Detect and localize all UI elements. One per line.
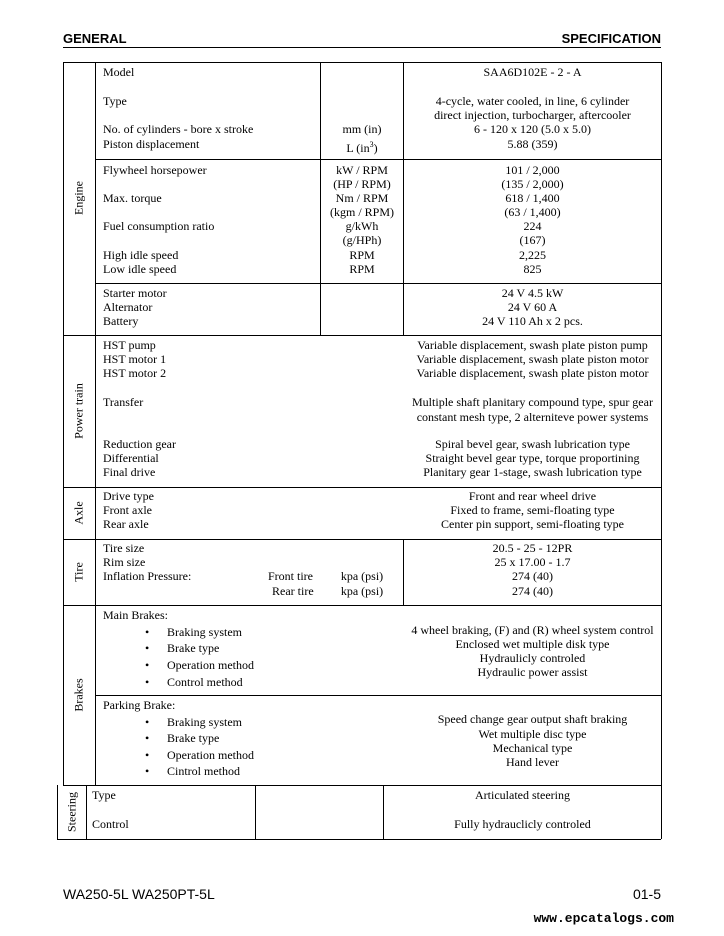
spec-label: Braking system (167, 625, 242, 639)
spec-label: Model (103, 65, 135, 79)
spec-label: Type (92, 788, 116, 802)
spec-label: Starter motor (103, 286, 167, 300)
section-label-steering: Steering (64, 792, 79, 832)
spec-unit: (HP / RPM) (333, 177, 391, 191)
section-heading-general: GENERAL (63, 31, 127, 46)
spec-value: Multiple shaft planitary compound type, spur gear (412, 395, 653, 409)
spec-value: 20.5 - 25 - 12PR (492, 541, 573, 555)
spec-value: 4-cycle, water cooled, in line, 6 cylinder (435, 94, 630, 108)
spec-label: Inflation Pressure: (103, 569, 192, 583)
bullet: • (145, 748, 150, 762)
spec-sublabel: Rear tire (272, 584, 314, 598)
spec-unit: Nm / RPM (335, 191, 389, 205)
section-divider (63, 487, 661, 488)
table-top-border (63, 62, 661, 63)
spec-value: 24 V 110 Ah x 2 pcs. (482, 314, 583, 328)
section-label-tire: Tire (71, 562, 86, 582)
steering-left-border (57, 785, 58, 839)
spec-unit: kpa (psi) (340, 584, 384, 598)
spec-unit: RPM (349, 248, 375, 262)
row-divider (95, 159, 661, 160)
spec-label: Control (92, 817, 129, 831)
spec-label: Battery (103, 314, 139, 328)
spec-unit: (kgm / RPM) (329, 205, 394, 219)
footer-page-number: 01-5 (632, 886, 661, 902)
section-label-engine: Engine (71, 181, 86, 215)
steering-column-divider (255, 785, 256, 839)
spec-label: Braking system (167, 715, 242, 729)
spec-unit: kpa (psi) (340, 569, 384, 583)
spec-value: 6 - 120 x 120 (5.0 x 5.0) (474, 122, 591, 136)
spec-value: 274 (40) (512, 569, 553, 583)
spec-value: Straight bevel gear type, torque proportining (425, 451, 640, 465)
spec-value: Front and rear wheel drive (468, 489, 597, 503)
brake-group-title: Main Brakes: (103, 608, 168, 622)
spec-label: Piston displacement (103, 137, 200, 151)
spec-value: Hydraulicly controled (479, 651, 586, 665)
spec-value: Variable displacement, swash plate piston pump (417, 338, 648, 352)
spec-label: Tire size (103, 541, 145, 555)
section-label-power-train: Power train (71, 383, 86, 439)
spec-label: Low idle speed (103, 262, 177, 276)
spec-label: Rear axle (103, 517, 149, 531)
spec-value: 274 (40) (512, 584, 553, 598)
section-divider (63, 785, 661, 786)
spec-value: 224 (523, 219, 542, 233)
spec-unit: g/kWh (345, 219, 379, 233)
spec-label: Reduction gear (103, 437, 176, 451)
spec-value: 24 V 60 A (507, 300, 558, 314)
spec-value: Hand lever (506, 755, 559, 769)
spec-label: Front axle (103, 503, 152, 517)
section-divider (63, 335, 661, 336)
bullet: • (145, 658, 150, 672)
row-divider (95, 695, 661, 696)
spec-label: Differential (103, 451, 159, 465)
bullet: • (145, 731, 150, 745)
spec-value: (135 / 2,000) (501, 177, 564, 191)
spec-value: Variable displacement, swash plate piston motor (416, 352, 649, 366)
spec-value: (167) (519, 233, 546, 247)
spec-unit: (g/HPh) (342, 233, 382, 247)
section-heading-specification: SPECIFICATION (561, 31, 661, 46)
spec-sublabel: Front tire (268, 569, 313, 583)
bullet: • (145, 715, 150, 729)
spec-label: Brake type (167, 731, 220, 745)
spec-label: HST pump (103, 338, 156, 352)
table-right-border (661, 62, 662, 839)
spec-label: High idle speed (103, 248, 179, 262)
spec-value: 101 / 2,000 (505, 163, 560, 177)
spec-label: HST motor 2 (103, 366, 167, 380)
spec-label: Fuel consumption ratio (103, 219, 215, 233)
spec-value: SAA6D102E - 2 - A (483, 65, 582, 79)
section-column-divider (95, 62, 96, 785)
spec-value: Fully hydrauclicly controled (454, 817, 591, 831)
spec-label: Control method (167, 675, 243, 689)
spec-unit: mm (in) (342, 122, 382, 136)
spec-value: 24 V 4.5 kW (501, 286, 564, 300)
header-rule (63, 47, 661, 48)
bullet: • (145, 641, 150, 655)
spec-label: Cintrol method (167, 764, 240, 778)
section-divider (63, 605, 661, 606)
spec-label: Rim size (103, 555, 146, 569)
spec-label: Alternator (103, 300, 153, 314)
spec-value: Center pin support, semi-floating type (441, 517, 624, 531)
spec-label: Flywheel horsepower (103, 163, 207, 177)
spec-value: 618 / 1,400 (505, 191, 560, 205)
bullet: • (145, 675, 150, 689)
spec-value: Wet multiple disc type (478, 727, 587, 741)
spec-unit: kW / RPM (336, 163, 388, 177)
spec-value: constant mesh type, 2 alterniteve power systems (416, 410, 649, 424)
spec-value: Variable displacement, swash plate piston motor (416, 366, 649, 380)
bullet: • (145, 764, 150, 778)
brake-group-title: Parking Brake: (103, 698, 176, 712)
spec-value: Planitary gear 1-stage, swash lubrication type (423, 465, 642, 479)
spec-label: HST motor 1 (103, 352, 167, 366)
watermark-link[interactable]: www.epcatalogs.com (533, 911, 674, 926)
spec-value: (63 / 1,400) (504, 205, 561, 219)
spec-label: Final drive (103, 465, 156, 479)
spec-value: 4 wheel braking, (F) and (R) wheel system control (411, 623, 654, 637)
bullet: • (145, 625, 150, 639)
spec-value: 25 x 17.00 - 1.7 (494, 555, 571, 569)
spec-value: Fixed to frame, semi-floating type (450, 503, 615, 517)
spec-label: No. of cylinders - bore x stroke (103, 122, 254, 136)
row-divider (95, 283, 661, 284)
spec-unit: RPM (349, 262, 375, 276)
spec-value: Spiral bevel gear, swash lubrication type (435, 437, 630, 451)
spec-value: 2,225 (519, 248, 546, 262)
spec-label: Operation method (167, 748, 254, 762)
spec-label: Operation method (167, 658, 254, 672)
footer-model: WA250-5L WA250PT-5L (63, 886, 215, 902)
spec-value: 825 (523, 262, 542, 276)
section-label-axle: Axle (71, 501, 86, 525)
spec-label: Transfer (103, 395, 144, 409)
spec-label: Type (103, 94, 127, 108)
spec-value: Articulated steering (475, 788, 570, 802)
spec-value: direct injection, turbocharger, aftercooler (434, 108, 631, 122)
steering-section-divider (86, 785, 87, 839)
table-left-border (63, 62, 64, 785)
spec-value: Mechanical type (492, 741, 573, 755)
spec-value: 5.88 (359) (507, 137, 558, 151)
spec-value: Enclosed wet multiple disk type (455, 637, 610, 651)
spec-label: Max. torque (103, 191, 162, 205)
section-label-brakes: Brakes (71, 678, 86, 712)
section-divider (63, 539, 661, 540)
spec-value: Speed change gear output shaft braking (437, 712, 628, 726)
table-bottom-border (57, 839, 661, 840)
spec-value: Hydraulic power assist (477, 665, 588, 679)
spec-unit: L $(in^3)$ (346, 140, 378, 155)
spec-label: Drive type (103, 489, 154, 503)
spec-label: Brake type (167, 641, 220, 655)
